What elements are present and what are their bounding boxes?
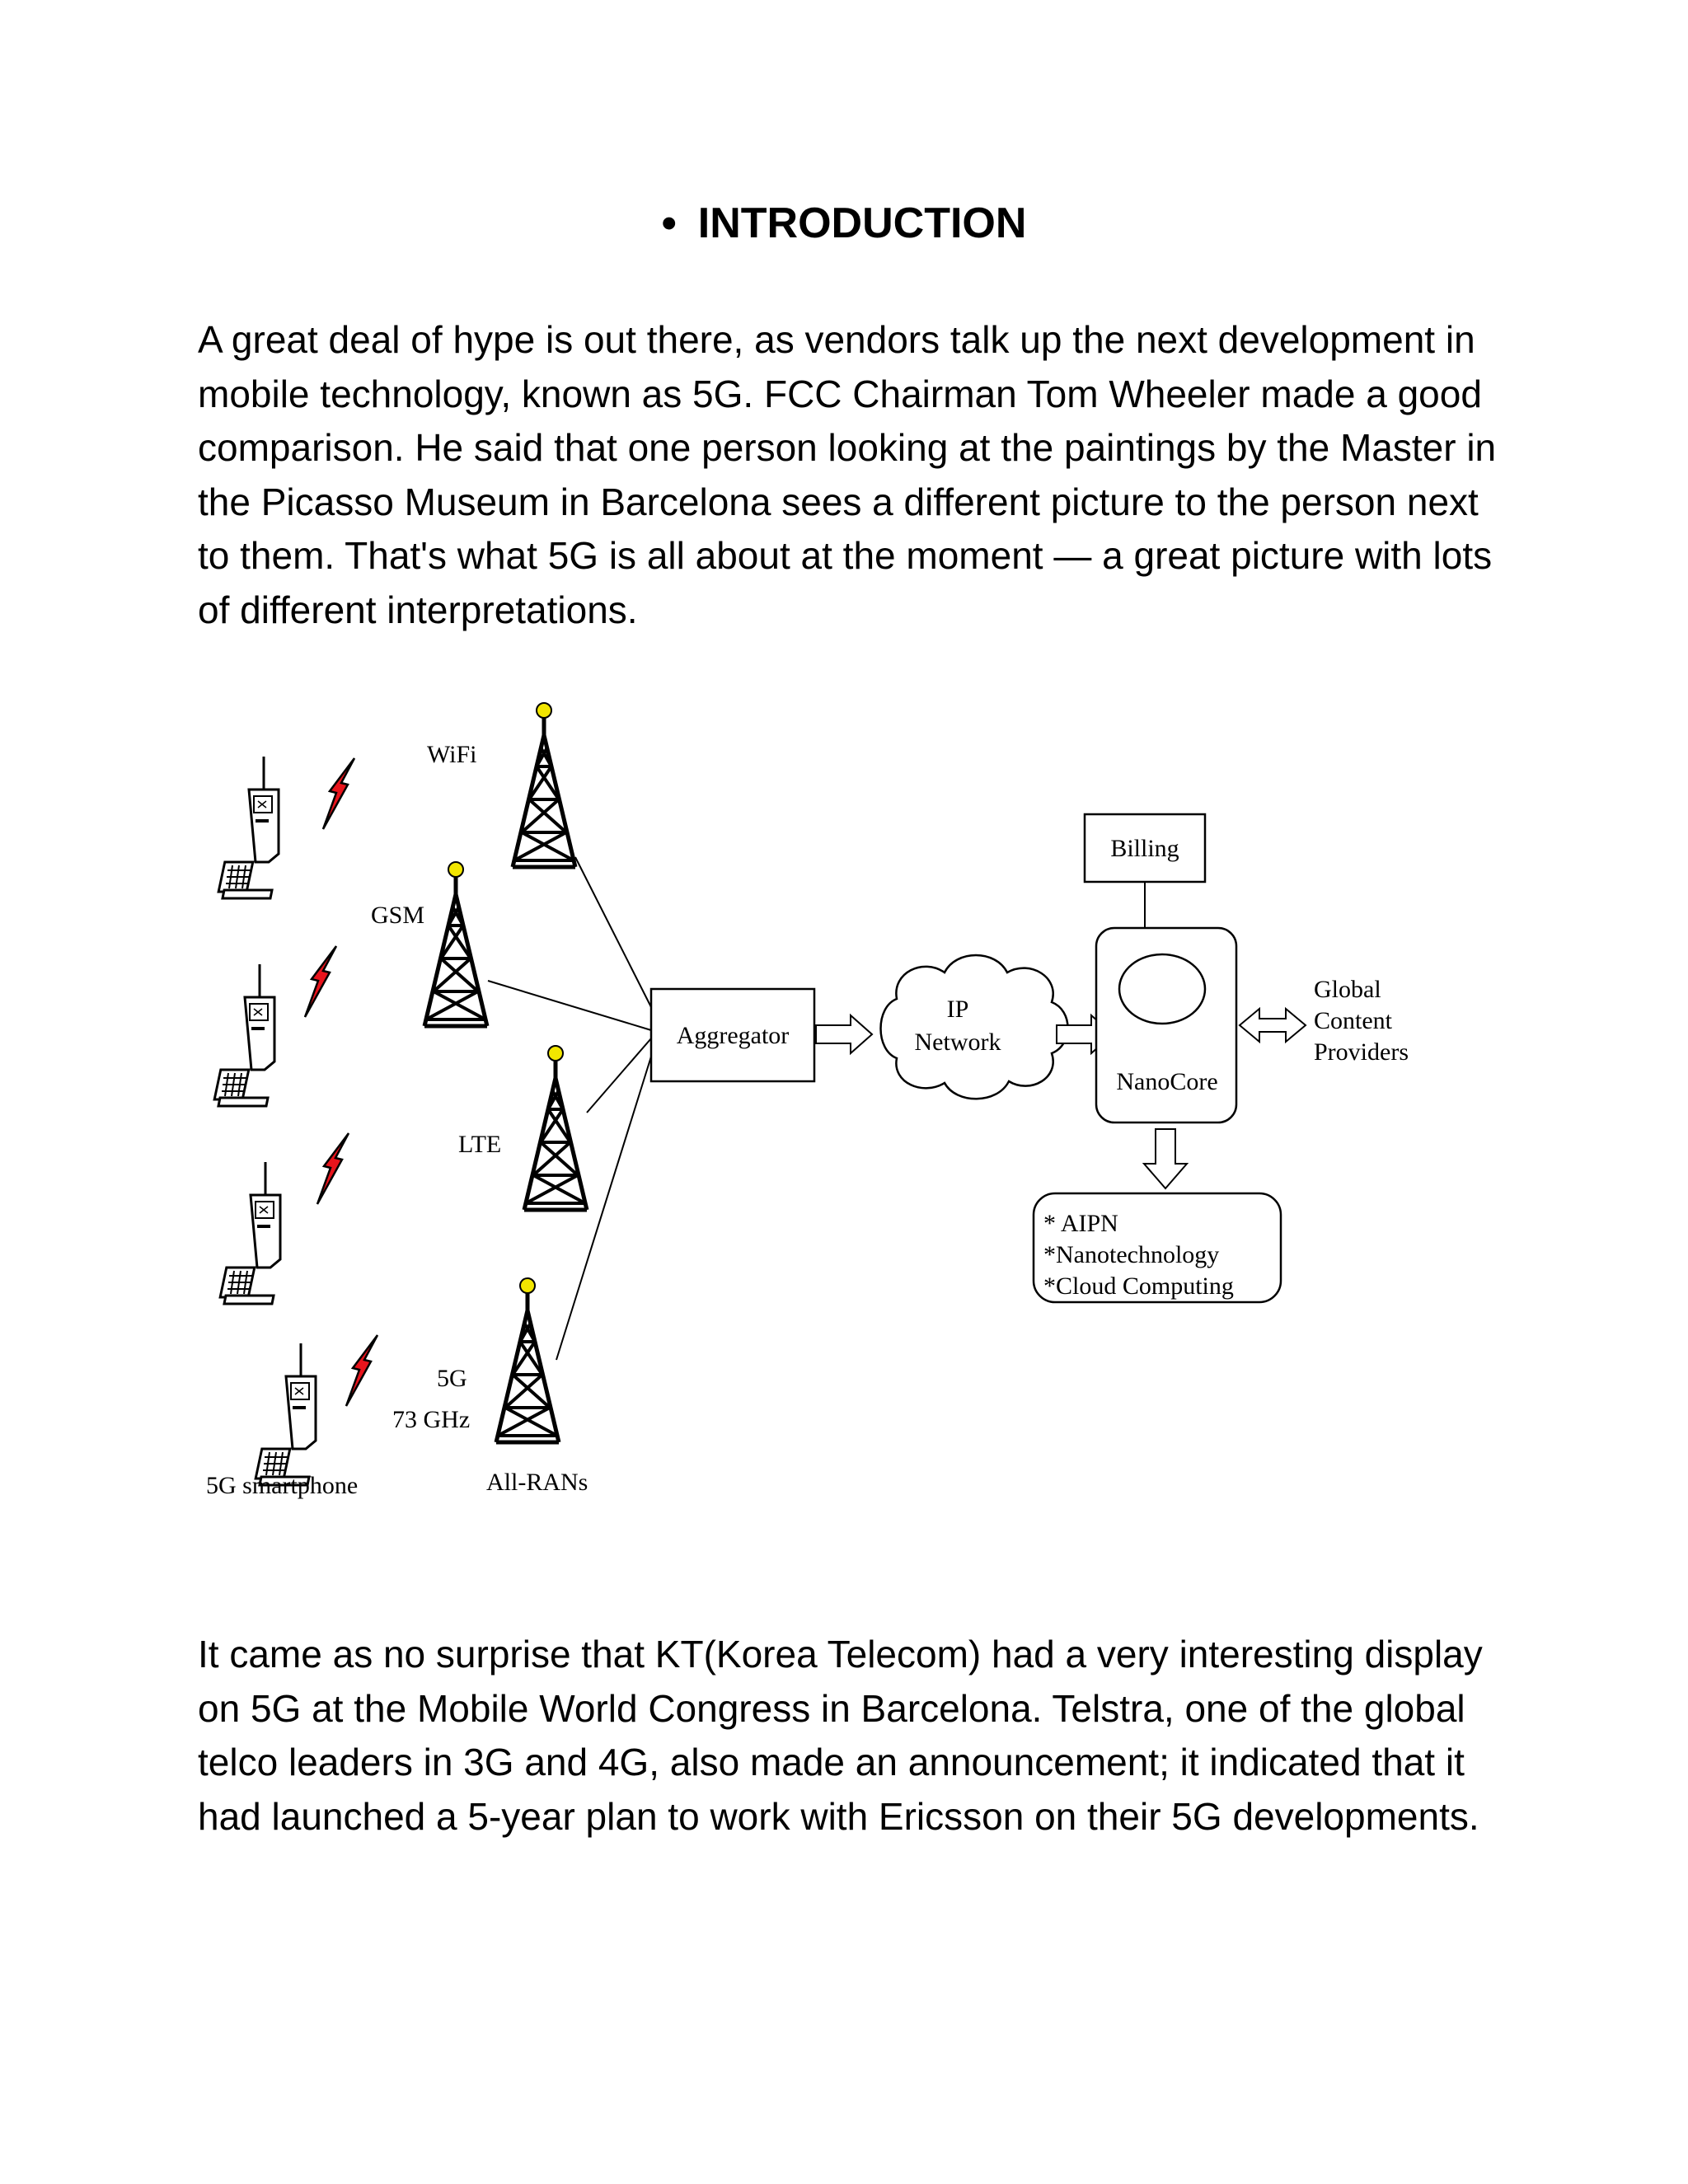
radio-tower-icon [513,703,575,867]
nanocore-label: NanoCore [1116,1068,1218,1095]
tower-label-5g-frequency: 73 GHz [392,1406,471,1433]
global-label-line3: Providers [1314,1038,1409,1066]
aggregator-label: Aggregator [676,1022,790,1049]
heading-bullet: • [661,199,677,247]
lightning-bolt-icon [346,1335,377,1406]
radio-tower-icon [496,1278,559,1442]
billing-label: Billing [1110,835,1179,862]
double-arrow-icon [816,1015,872,1053]
tech-item-nanotechnology: *Nanotechnology [1043,1241,1220,1268]
tower-label-gsm: GSM [371,902,425,929]
tower-label-5g: 5G [437,1365,467,1392]
tech-item-cloud-computing: *Cloud Computing [1043,1272,1234,1300]
global-label-line1: Global [1314,976,1381,1003]
mobile-phone-icon [220,1162,280,1304]
double-arrow-icon [1240,1009,1306,1042]
network-diagram [181,684,1451,1516]
intro-paragraph: A great deal of hype is out there, as vendors talk up the next development in mobile technology, known as 5G. FCC Chairman Tom Wheeler made a good comparison. He said that one person looking at the paintings by the Master in the Picasso Museum in Barcelona sees a different picture to the person next to them. That's what 5G is all about at the moment — a great picture with lots of different interpretations. [198,318,1497,631]
lightning-bolt-icon [323,758,354,829]
radio-tower-icon [424,862,487,1026]
tech-item-aipn: * AIPN [1043,1210,1118,1237]
ip-network-line1: IP [946,996,969,1023]
double-arrow-icon [1144,1129,1187,1188]
cloud-icon [881,955,1068,1099]
mobile-phone-icon [214,964,274,1106]
tower-label-wifi: WiFi [427,741,477,768]
mobile-phone-icon [256,1343,316,1485]
tower-label-lte: LTE [458,1131,502,1158]
radio-tower-icon [524,1046,587,1210]
lightning-bolt-icon [317,1133,349,1204]
lightning-bolt-icon [305,946,336,1017]
phone-label: 5G smartphone [206,1472,359,1499]
heading-title: INTRODUCTION [697,199,1027,247]
ip-network-line2: Network [914,1029,1001,1056]
mobile-phone-icon [218,757,279,898]
tower-links [488,857,651,1360]
closing-paragraph: It came as no surprise that KT(Korea Telecom) had a very interesting display on 5G at the Mobile World Congress in Barcelona. Telstra, one of the global telco leaders in 3G and 4G, also made an announcement; it indicated that it had launched a 5-year plan to work with Ericsson on their 5G developments. [198,1633,1483,1838]
ran-label: All-RANs [486,1469,588,1496]
page-heading [0,198,1688,249]
global-label-line2: Content [1314,1007,1392,1034]
